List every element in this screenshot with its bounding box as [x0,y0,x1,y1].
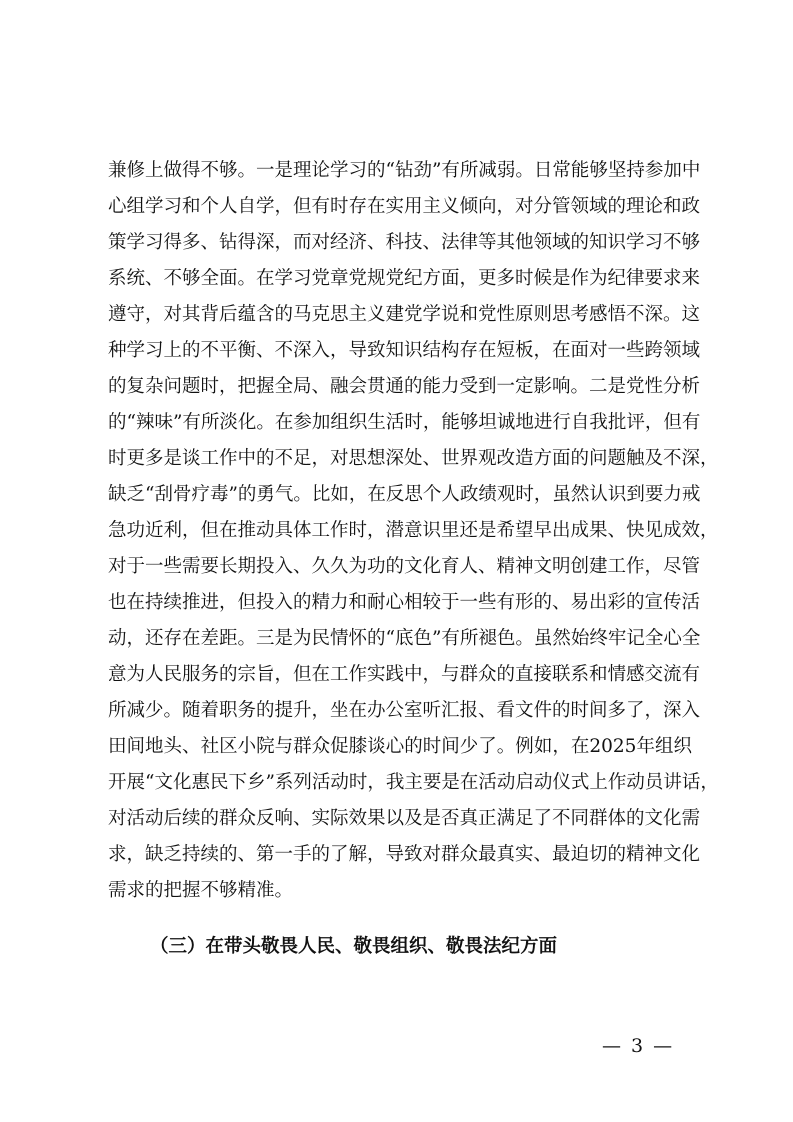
body-line-21: 需求的把握不够精准。 [108,880,294,901]
body-line-11: 急功近利，但在推动具体工作时，潜意识里还是希望早出成果、快见成效， [108,520,719,541]
body-line-13: 也在持续推进，但投入的精力和耐心相较于一些有形的、易出彩的宣传活 [108,592,701,613]
body-line-15: 意为人民服务的宗旨，但在工作实践中，与群众的直接联系和情感交流有 [108,664,701,685]
body-line-1: 兼修上做得不够。一是理论学习的“钻劲”有所减弱。日常能够坚持参加中 [108,160,701,181]
body-line-12: 对于一些需要长期投入、久久为功的文化育人、精神文明创建工作，尽管 [108,556,701,577]
body-line-7: 的复杂问题时，把握全局、融会贯通的能力受到一定影响。二是党性分析 [108,376,701,397]
body-line-14: 动，还存在差距。三是为民情怀的“底色”有所褪色。虽然始终牢记全心全 [108,628,701,649]
body-line-20: 求，缺乏持续的、第一手的了解，导致对群众最真实、最迫切的精神文化 [108,844,701,865]
body-line-3: 策学习得多、钻得深，而对经济、科技、法律等其他领域的知识学习不够 [108,232,701,253]
body-line-2: 心组学习和个人自学，但有时存在实用主义倾向，对分管领域的理论和政 [108,196,701,217]
body-line-16: 所减少。随着职务的提升，坐在办公室听汇报、看文件的时间多了，深入 [108,700,701,721]
body-line-19: 对活动后续的群众反响、实际效果以及是否真正满足了不同群体的文化需 [108,808,701,829]
page-number: — 3 — [602,1035,675,1057]
body-line-6: 种学习上的不平衡、不深入，导致知识结构存在短板，在面对一些跨领域 [108,340,701,361]
body-line-9: 时更多是谈工作中的不足，对思想深处、世界观改造方面的问题触及不深， [108,448,719,469]
body-line-18: 开展“文化惠民下乡”系列活动时，我主要是在活动启动仪式上作动员讲话， [108,772,719,793]
section-heading: （三）在带头敬畏人民、敬畏组织、敬畏法纪方面 [150,936,558,957]
body-line-10: 缺乏“刮骨疗毒”的勇气。比如，在反思个人政绩观时，虽然认识到要力戒 [108,484,701,505]
body-line-5: 遵守，对其背后蕴含的马克思主义建党学说和党性原则思考感悟不深。这 [108,304,701,325]
body-line-17: 田间地头、社区小院与群众促膝谈心的时间少了。例如，在2025年组织 [108,736,692,757]
body-line-8: 的“辣味”有所淡化。在参加组织生活时，能够坦诚地进行自我批评，但有 [108,412,701,433]
body-line-4: 系统、不够全面。在学习党章党规党纪方面，更多时候是作为纪律要求来 [108,268,701,289]
